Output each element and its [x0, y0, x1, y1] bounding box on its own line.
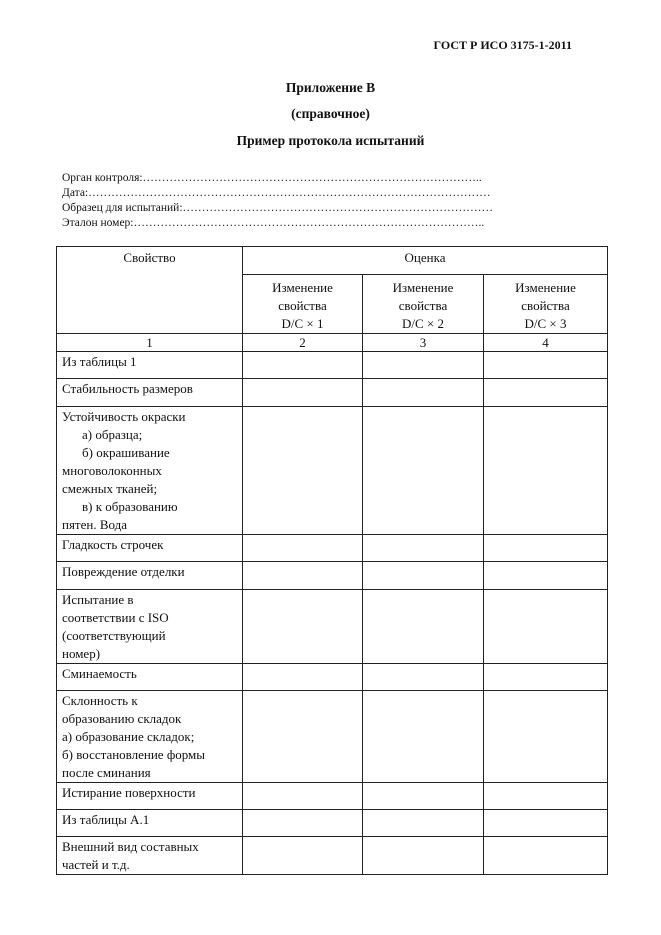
column-number-1: 1 — [57, 334, 243, 352]
header-change-3-line2: свойства — [521, 298, 570, 313]
rating-cell — [363, 562, 484, 590]
property-line: Повреждение отделки — [62, 564, 185, 579]
rating-cell — [363, 664, 484, 691]
table-row — [57, 664, 608, 691]
rating-cell — [363, 352, 484, 379]
document-title: Пример протокола испытаний — [236, 133, 425, 148]
rating-cell — [363, 379, 484, 407]
header-change-2-line2: свойства — [398, 298, 448, 313]
property-line: Из таблицы А.1 — [62, 812, 150, 827]
property-line: образованию складок — [62, 711, 182, 726]
table-row — [57, 352, 608, 379]
property-line: а) образование складок; — [62, 729, 195, 744]
rating-cell — [484, 783, 608, 810]
field-organ: Орган контроля:…………………………………………………………………………….. — [62, 172, 482, 184]
property-line: смежных тканей; — [62, 481, 158, 496]
property-line: б) окрашивание — [82, 445, 170, 460]
rating-cell — [484, 691, 608, 783]
row-property — [57, 352, 243, 379]
rating-cell — [363, 407, 484, 535]
test-report-table — [56, 246, 608, 875]
header-change-1-line3: D/C × 1 — [281, 316, 324, 331]
row-property — [57, 590, 243, 664]
rating-cell — [243, 837, 363, 875]
rating-cell — [484, 407, 608, 535]
row-property — [57, 535, 243, 562]
property-line: номер) — [62, 646, 101, 661]
table-row — [57, 562, 608, 590]
column-number-3: 3 — [363, 334, 484, 352]
table-row — [57, 810, 608, 837]
rating-cell — [243, 352, 363, 379]
rating-cell — [363, 691, 484, 783]
property-line: Сминаемость — [62, 666, 137, 681]
property-line: Истирание поверхности — [62, 785, 196, 800]
rating-cell — [243, 407, 363, 535]
table-row — [57, 590, 608, 664]
header-change-1 — [243, 275, 363, 334]
appendix-title: Приложение В — [285, 80, 376, 95]
rating-cell — [243, 783, 363, 810]
header-rating: Оценка — [243, 247, 608, 275]
header-change-3-line3: D/C × 3 — [524, 316, 567, 331]
rating-cell — [484, 664, 608, 691]
property-line: б) восстановление формы — [62, 747, 206, 762]
field-date: Дата:…………………………………………………………………………………………… — [62, 187, 491, 199]
rating-cell — [484, 590, 608, 664]
property-line: Испытание в — [62, 592, 134, 607]
row-property — [57, 783, 243, 810]
header-change-2-line3: D/C × 2 — [401, 316, 444, 331]
table-row — [57, 837, 608, 875]
property-line: Склонность к — [62, 693, 138, 708]
standard-number: ГОСТ Р ИСО 3175-1-2011 — [433, 38, 572, 52]
property-line: частей и т.д. — [62, 857, 130, 872]
row-property — [57, 562, 243, 590]
property-line: а) образца; — [82, 427, 143, 442]
rating-cell — [243, 590, 363, 664]
field-sample: Образец для испытаний:……………………………………………………………………… — [62, 202, 494, 214]
rating-cell — [243, 810, 363, 837]
rating-cell — [484, 562, 608, 590]
rating-cell — [484, 837, 608, 875]
property-line: в) к образованию — [82, 499, 178, 514]
property-line: Внешний вид составных — [62, 839, 199, 854]
property-line: многоволоконных — [62, 463, 162, 478]
rating-cell — [243, 691, 363, 783]
property-line: пятен. Вода — [62, 517, 128, 532]
header-change-3 — [484, 275, 608, 334]
table-row — [57, 783, 608, 810]
rating-cell — [484, 810, 608, 837]
header-change-1-line1: Изменение — [272, 280, 333, 295]
report-fields — [62, 171, 493, 231]
column-number-4: 4 — [484, 334, 608, 352]
rating-cell — [363, 535, 484, 562]
property-line: соответствии с ISO — [62, 610, 169, 625]
row-property — [57, 691, 243, 783]
appendix-note: (справочное) — [291, 106, 370, 121]
property-line: (соответствующий — [62, 628, 166, 643]
property-line: Стабильность размеров — [62, 381, 193, 396]
header-change-2 — [363, 275, 484, 334]
property-line: Гладкость строчек — [62, 537, 164, 552]
rating-cell — [363, 810, 484, 837]
row-property — [57, 379, 243, 407]
header-property: Свойство — [57, 247, 243, 334]
rating-cell — [243, 562, 363, 590]
rating-cell — [484, 535, 608, 562]
rating-cell — [363, 837, 484, 875]
table-row — [57, 535, 608, 562]
table-row — [57, 407, 608, 535]
rating-cell — [243, 379, 363, 407]
header-change-2-line1: Изменение — [392, 280, 454, 295]
row-property — [57, 407, 243, 535]
rating-cell — [363, 590, 484, 664]
property-line: Устойчивость окраски — [62, 409, 186, 424]
rating-cell — [243, 664, 363, 691]
row-property — [57, 837, 243, 875]
rating-cell — [363, 783, 484, 810]
header-change-1-line2: свойства — [278, 298, 327, 313]
table-row — [57, 691, 608, 783]
field-reference: Эталон номер:……………………………………………………………………………….. — [62, 217, 485, 229]
header-change-3-line1: Изменение — [515, 280, 576, 295]
column-number-2: 2 — [243, 334, 363, 352]
row-property — [57, 664, 243, 691]
property-line: Из таблицы 1 — [62, 354, 137, 369]
rating-cell — [484, 352, 608, 379]
rating-cell — [243, 535, 363, 562]
row-property — [57, 810, 243, 837]
rating-cell — [484, 379, 608, 407]
property-line: после сминания — [62, 765, 151, 780]
table-row — [57, 379, 608, 407]
